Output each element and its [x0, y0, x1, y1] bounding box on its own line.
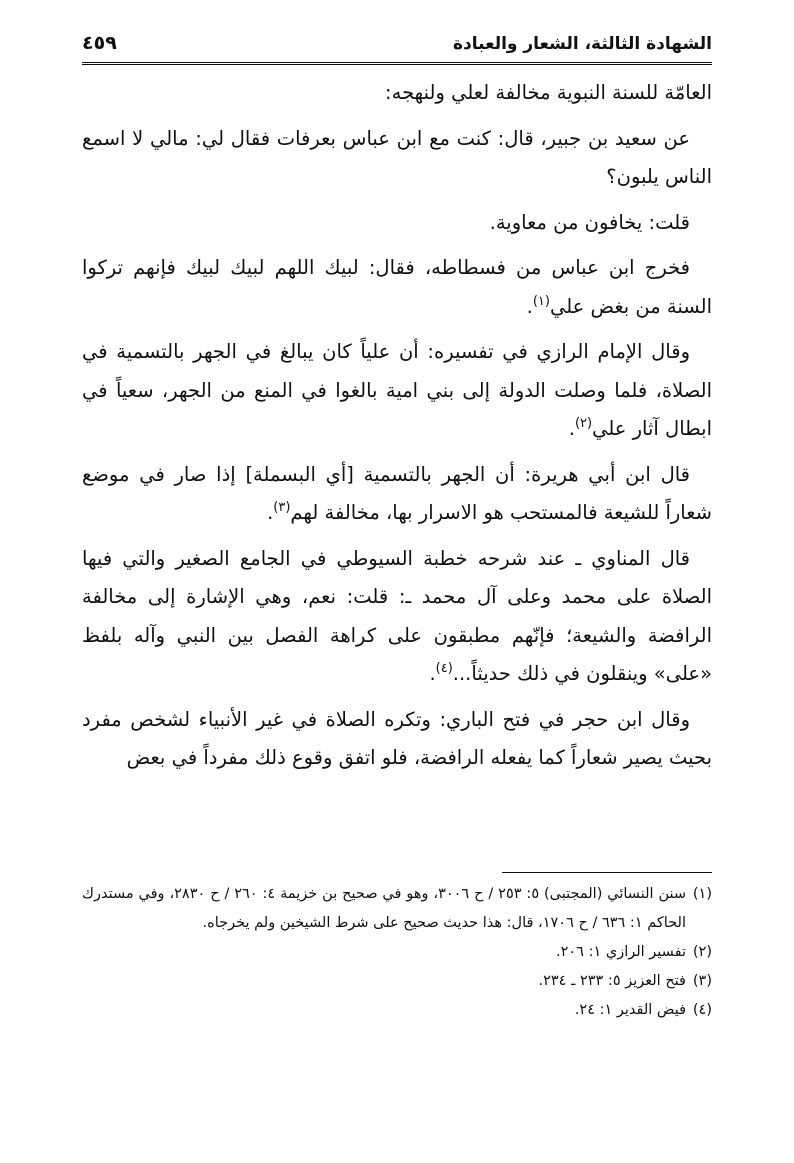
running-header — [82, 26, 712, 65]
paragraph: وقال الإمام الرازي في تفسيره: أن علياً كان يبالغ في الجهر بالتسمية في الصلاة، فلما وصلت الدولة إلى بني امية بالغوا في المنع من الجهر، سعياً في ابطال آثار علي$^{(٢)}$. — [82, 340, 712, 440]
header-title: الشهادة الثالثة، الشعار والعبادة — [453, 34, 712, 54]
footnote-number: (٤) — [692, 1002, 712, 1018]
paragraph: قال المناوي ـ عند شرحه خطبة السيوطي في الجامع الصغير والتي فيها الصلاة على محمد وعلى آل محمد ـ: قلت: نعم، وهي الإشارة إلى مخالفة الرافضة والشيعة؛ فإنّهم مطبقون على كراهة الفصل بين النبي وآله بلفظ «على» وينقلون في ذلك حديثاً...$^{(٤)}$. — [82, 546, 712, 685]
paragraph: قال ابن أبي هريرة: أن الجهر بالتسمية [أي البسملة] إذا صار في موضع شعاراً للشيعة فالمستحب هو الاسرار بها، مخالفة لهم$^{(٣)}$. — [82, 462, 712, 524]
footnote-ref: (٣) — [273, 500, 291, 515]
footnote-ref: (١) — [532, 293, 550, 309]
footnote-ref: (٤) — [435, 661, 453, 676]
paragraph: وقال ابن حجر في فتح الباري: وتكره الصلاة في غير الأنبياء لشخص مفرد بحيث يصير شعاراً كما يفعله الرافضة، فلو اتفق وقوع ذلك مفرداً في بعض — [82, 707, 712, 769]
footnote: (٣)فتح العزيز ٥: ٢٣٣ ـ ٢٣٤. — [82, 967, 712, 996]
footnote-number: (١) — [692, 886, 713, 902]
footnote-number: (٣) — [692, 973, 712, 989]
paragraph: عن سعيد بن جبير، قال: كنت مع ابن عباس بعرفات فقال لي: مالي لا اسمع الناس يلبون؟ — [82, 126, 712, 188]
footnote-number: (٢) — [692, 944, 712, 960]
paragraph: قلت: يخافون من معاوية. — [489, 210, 690, 234]
footnote: (١)سنن النسائي (المجتبى) ٥: ٢٥٣ / ح ٣٠٠٦، وهو في صحيح بن خزيمة ٤: ٢٦٠ / ح ٢٨٣٠، وفي مستدرك الحاكم ١: ٦٣٦ / ح ١٧٠٦، قال: هذا حديث صحيح على شرط الشيخين ولم يخرجاه. — [82, 880, 712, 938]
page-number: ٤٥٩ — [82, 32, 117, 54]
footnote: (٢)تفسير الرازي ١: ٢٠٦. — [82, 938, 712, 967]
footnote: (٤)فيض القدير ١: ٢٤. — [82, 996, 712, 1025]
paragraph: العامّة للسنة النبوية مخالفة لعلي ولنهجه: — [385, 81, 712, 104]
footnotes — [82, 880, 712, 1025]
footnote-ref: (٢) — [574, 416, 593, 431]
body-text — [82, 74, 712, 785]
footnote-divider — [502, 872, 712, 873]
paragraph: فخرج ابن عباس من فسطاطه، فقال: لبيك اللهم لبيك لبيك فإنهم تركوا السنة من بغض علي$^{(١)}$. — [82, 256, 712, 318]
